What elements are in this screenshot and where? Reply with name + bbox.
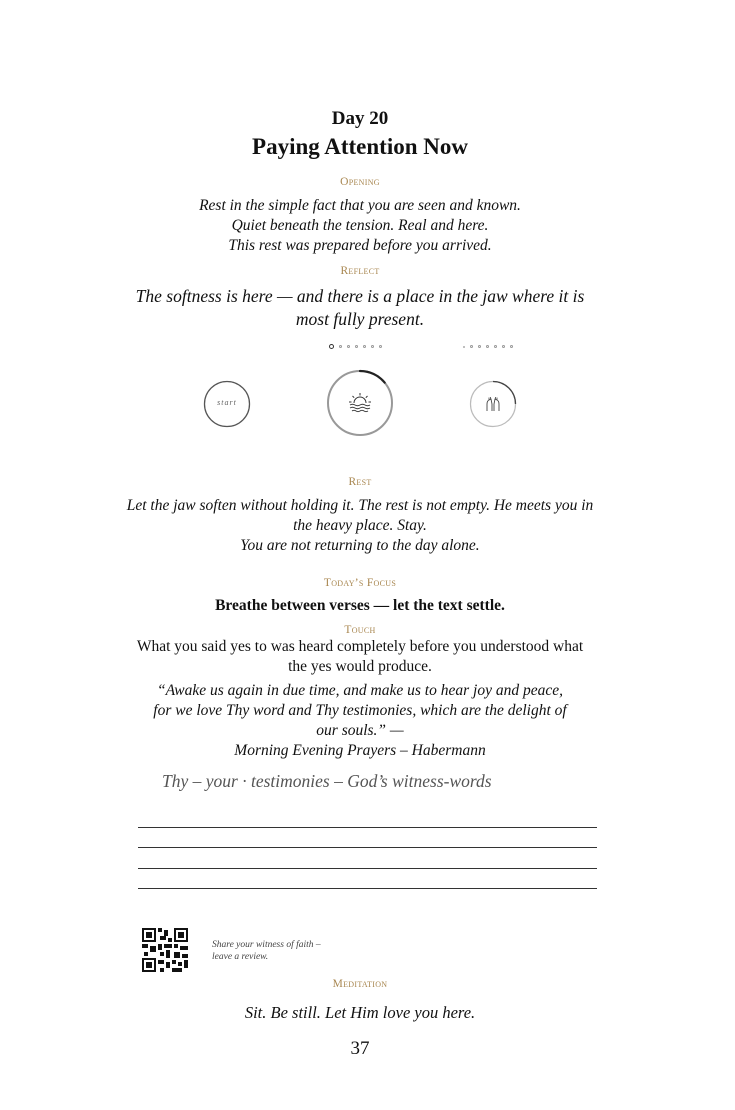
rest-label: Rest	[348, 476, 372, 488]
step-dot-active	[329, 344, 334, 349]
step-indicator-right	[463, 345, 513, 348]
scripture-quote	[150, 681, 570, 761]
step-dot	[355, 345, 358, 348]
rest-paragraph: Let the jaw soften without holding it. The rest is not empty. He meets you in the heavy place. Stay.	[126, 497, 594, 534]
step-dot	[494, 345, 497, 348]
word-gloss: Thy – your · testimonies – God’s witness-words	[162, 771, 492, 791]
opening-line: Rest in the simple fact that you are seen and known.	[199, 197, 521, 214]
breath-button[interactable]	[326, 369, 394, 437]
review-prompt[interactable]	[212, 939, 321, 963]
step-dot	[486, 345, 489, 348]
step-dot	[363, 345, 366, 348]
quote-source: Morning Evening Prayers – Habermann	[234, 742, 486, 759]
step-dot	[470, 345, 473, 348]
step-indicator-left	[329, 344, 382, 349]
journal-line[interactable]	[138, 888, 597, 889]
page-number: 37	[350, 1038, 370, 1059]
qr-code-icon[interactable]	[142, 928, 188, 972]
focus-label: Today’s Focus	[323, 577, 397, 589]
opening-line: This rest was prepared before you arrived.	[228, 237, 492, 254]
touch-text: What you said yes to was heard completely before you understood what the yes would produce.	[136, 638, 584, 675]
reflect-text: The softness is here — and there is a place in the jaw where it is most fully present.	[135, 286, 585, 329]
opening-label: Opening	[340, 176, 380, 188]
sunrise-waves-icon	[347, 392, 373, 414]
step-dot	[463, 346, 465, 348]
step-dot	[371, 345, 374, 348]
rest-closing: You are not returning to the day alone.	[240, 537, 480, 554]
quote-text: “Awake us again in due time, and make us to hear joy and peace, for we love Thy word and Thy testimonies, which are the delight of our souls.” —	[153, 682, 567, 739]
journal-line[interactable]	[138, 827, 597, 828]
review-line: Share your witness of faith –	[212, 940, 321, 950]
page-title: Paying Attention Now	[252, 134, 468, 159]
progress-arc	[360, 371, 385, 383]
journal-line[interactable]	[138, 868, 597, 869]
start-label: start	[217, 398, 237, 407]
touch-label: Touch	[344, 624, 376, 636]
step-dot	[478, 345, 481, 348]
opening-text	[0, 196, 720, 256]
step-dot	[502, 345, 505, 348]
start-button[interactable]	[203, 380, 251, 428]
step-dot	[339, 345, 342, 348]
reflect-label: Reflect	[340, 265, 380, 277]
meditation-text: Sit. Be still. Let Him love you here.	[244, 1003, 476, 1022]
day-label: Day 20	[331, 108, 389, 129]
focus-text: Breathe between verses — let the text settle.	[215, 597, 505, 614]
review-line: leave a review.	[212, 952, 269, 962]
meditation-label: Meditation	[332, 978, 388, 990]
prayer-button[interactable]	[469, 380, 517, 428]
praying-hands-icon	[484, 396, 502, 412]
opening-line: Quiet beneath the tension. Real and here.	[231, 217, 489, 234]
step-dot	[379, 345, 382, 348]
step-dot	[510, 345, 513, 348]
journal-line[interactable]	[138, 847, 597, 848]
rest-text	[120, 496, 600, 556]
step-dot	[347, 345, 350, 348]
